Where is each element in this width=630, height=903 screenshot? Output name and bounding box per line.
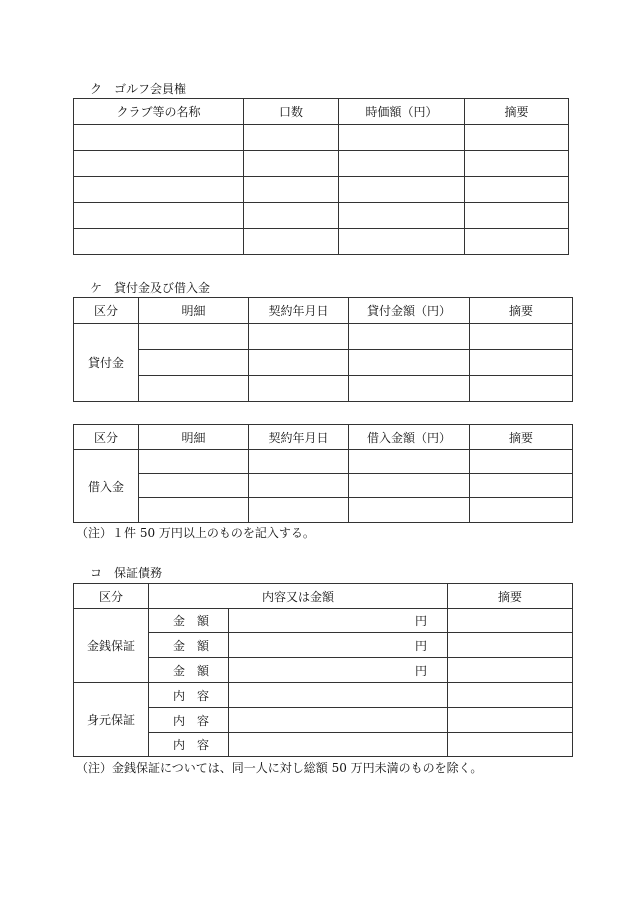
input-cell[interactable]	[448, 733, 573, 757]
input-cell[interactable]	[74, 177, 244, 203]
amount-label: 金 額	[149, 609, 229, 633]
table-row	[74, 324, 573, 350]
guarantee-section-heading: コ 保証債務	[90, 566, 163, 580]
input-cell[interactable]	[448, 708, 573, 733]
table-row	[74, 203, 569, 229]
table-row	[74, 708, 573, 733]
input-cell[interactable]	[465, 203, 569, 229]
borrowing-header-row	[74, 425, 573, 450]
table-row	[74, 229, 569, 255]
input-cell[interactable]	[448, 633, 573, 658]
guarantee-header-row	[74, 584, 573, 609]
table-row	[74, 733, 573, 757]
table-row	[74, 609, 573, 633]
yen-unit[interactable]: 円	[229, 633, 448, 658]
content-label: 内 容	[149, 708, 229, 733]
amount-label: 金 額	[149, 658, 229, 683]
input-cell[interactable]	[470, 498, 573, 523]
input-cell[interactable]	[249, 350, 349, 376]
col-units: 口数	[244, 99, 339, 125]
table-row	[74, 350, 573, 376]
col-remarks: 摘要	[470, 298, 573, 324]
guarantee-table	[73, 583, 573, 757]
input-cell[interactable]	[339, 229, 465, 255]
input-cell[interactable]	[244, 177, 339, 203]
input-cell[interactable]	[465, 151, 569, 177]
input-cell[interactable]	[74, 125, 244, 151]
input-cell[interactable]	[465, 229, 569, 255]
input-cell[interactable]	[470, 450, 573, 474]
input-cell[interactable]	[448, 658, 573, 683]
table-row	[74, 498, 573, 523]
input-cell[interactable]	[249, 450, 349, 474]
input-cell[interactable]	[249, 474, 349, 498]
col-remarks: 摘要	[465, 99, 569, 125]
input-cell[interactable]	[139, 474, 249, 498]
input-cell[interactable]	[139, 376, 249, 402]
col-category: 区分	[74, 425, 139, 450]
input-cell[interactable]	[465, 125, 569, 151]
col-club-name: クラブ等の名称	[74, 99, 244, 125]
input-cell[interactable]	[74, 151, 244, 177]
content-label: 内 容	[149, 733, 229, 757]
col-remarks: 摘要	[470, 425, 573, 450]
input-cell[interactable]	[244, 125, 339, 151]
input-cell[interactable]	[339, 125, 465, 151]
loans-note: （注）１件 50 万円以上のものを記入する。	[76, 526, 315, 540]
input-cell[interactable]	[139, 350, 249, 376]
input-cell[interactable]	[339, 177, 465, 203]
col-details: 明細	[139, 425, 249, 450]
input-cell[interactable]	[229, 683, 448, 708]
input-cell[interactable]	[349, 324, 470, 350]
content-label: 内 容	[149, 683, 229, 708]
input-cell[interactable]	[349, 376, 470, 402]
table-row	[74, 658, 573, 683]
identity-guarantee-category-cell: 身元保証	[74, 683, 149, 757]
table-row	[74, 633, 573, 658]
yen-unit[interactable]: 円	[229, 609, 448, 633]
input-cell[interactable]	[139, 450, 249, 474]
golf-section-heading: ク ゴルフ会員権	[90, 82, 187, 96]
amount-label: 金 額	[149, 633, 229, 658]
lending-header-row	[74, 298, 573, 324]
input-cell[interactable]	[139, 324, 249, 350]
table-row	[74, 474, 573, 498]
input-cell[interactable]	[470, 324, 573, 350]
input-cell[interactable]	[229, 708, 448, 733]
golf-header-row	[74, 99, 569, 125]
input-cell[interactable]	[74, 229, 244, 255]
input-cell[interactable]	[244, 229, 339, 255]
col-content-or-amount: 内容又は金額	[149, 584, 448, 609]
col-category: 区分	[74, 298, 139, 324]
table-row	[74, 151, 569, 177]
golf-membership-table	[73, 98, 569, 255]
col-borrowing-amount: 借入金額（円）	[349, 425, 470, 450]
lending-table	[73, 297, 573, 402]
input-cell[interactable]	[349, 450, 470, 474]
table-row	[74, 683, 573, 708]
col-market-value: 時価額（円）	[339, 99, 465, 125]
col-category: 区分	[74, 584, 149, 609]
input-cell[interactable]	[470, 376, 573, 402]
input-cell[interactable]	[465, 177, 569, 203]
table-row	[74, 177, 569, 203]
input-cell[interactable]	[448, 609, 573, 633]
input-cell[interactable]	[339, 203, 465, 229]
input-cell[interactable]	[448, 683, 573, 708]
table-row	[74, 376, 573, 402]
col-contract-date: 契約年月日	[249, 425, 349, 450]
money-guarantee-category-cell: 金銭保証	[74, 609, 149, 683]
borrowing-table	[73, 424, 573, 523]
input-cell[interactable]	[249, 498, 349, 523]
loans-section-heading: ケ 貸付金及び借入金	[90, 281, 211, 295]
col-lending-amount: 貸付金額（円）	[349, 298, 470, 324]
col-contract-date: 契約年月日	[249, 298, 349, 324]
input-cell[interactable]	[139, 498, 249, 523]
borrowing-category-cell: 借入金	[74, 450, 139, 523]
lending-category-cell: 貸付金	[74, 324, 139, 402]
input-cell[interactable]	[244, 151, 339, 177]
input-cell[interactable]	[249, 376, 349, 402]
input-cell[interactable]	[349, 498, 470, 523]
col-details: 明細	[139, 298, 249, 324]
input-cell[interactable]	[349, 350, 470, 376]
input-cell[interactable]	[74, 203, 244, 229]
input-cell[interactable]	[470, 474, 573, 498]
input-cell[interactable]	[249, 324, 349, 350]
input-cell[interactable]	[244, 203, 339, 229]
col-remarks: 摘要	[448, 584, 573, 609]
table-row	[74, 125, 569, 151]
yen-unit[interactable]: 円	[229, 658, 448, 683]
input-cell[interactable]	[470, 350, 573, 376]
table-row	[74, 450, 573, 474]
input-cell[interactable]	[229, 733, 448, 757]
guarantee-note: （注）金銭保証については、同一人に対し総額 50 万円未満のものを除く。	[76, 761, 483, 775]
input-cell[interactable]	[349, 474, 470, 498]
input-cell[interactable]	[339, 151, 465, 177]
